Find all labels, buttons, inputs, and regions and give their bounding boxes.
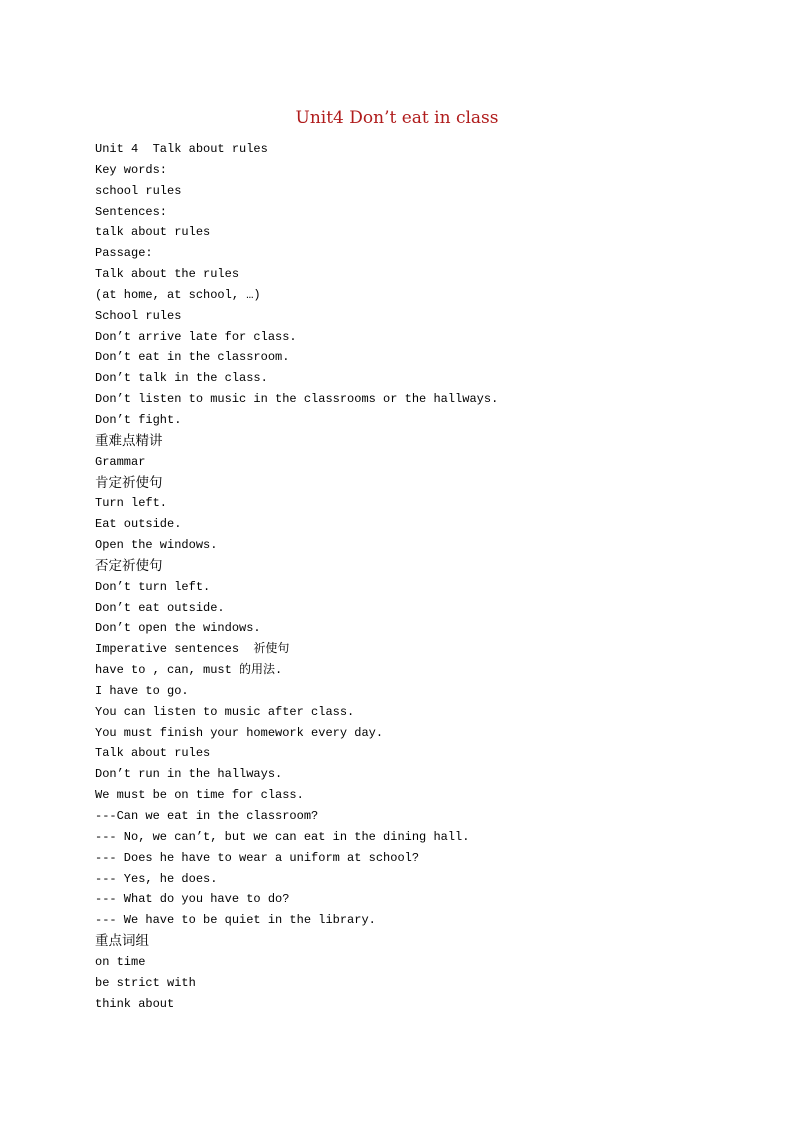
document-body [95, 139, 715, 1014]
text-line: I have to go. [95, 683, 189, 698]
text-line: Don’t listen to music in the classrooms or the hallways. [95, 392, 499, 407]
text-line: school rules [95, 183, 182, 198]
section-heading: 重点词组 [95, 933, 149, 950]
section-heading: 肯定祈使句 [95, 474, 163, 491]
text-line: Imperative sentences 祈使句 [95, 642, 290, 657]
text-line: Don’t eat in the classroom. [95, 350, 290, 365]
text-line: You must finish your homework every day. [95, 725, 384, 740]
text-line: Don’t talk in the class. [95, 371, 268, 386]
text-line: Eat outside. [95, 517, 182, 532]
text-line: Unit 4 Talk about rules [95, 142, 268, 156]
text-line: --- What do you have to do? [95, 892, 290, 907]
text-line: have to , can, must 的用法. [95, 663, 283, 678]
text-line: --- We have to be quiet in the library. [95, 913, 376, 928]
text-line: Don’t eat outside. [95, 600, 225, 615]
text-line: School rules [95, 308, 182, 323]
text-line: be strict with [95, 975, 196, 990]
text-line: Key words: [95, 162, 168, 177]
text-line: Talk about rules [95, 746, 211, 761]
section-heading: 重难点精讲 [95, 432, 163, 449]
text-line: Passage: [95, 246, 153, 261]
document-title: Unit4 Don’t eat in class [295, 108, 499, 128]
text-line: --- Yes, he does. [95, 871, 218, 886]
text-line: --- No, we can’t, but we can eat in the dining hall. [95, 829, 470, 844]
text-line: --- Does he have to wear a uniform at school? [95, 850, 420, 865]
text-line: think about [95, 996, 175, 1011]
text-line: (at home, at school, …) [95, 287, 261, 302]
text-line: We must be on time for class. [95, 788, 304, 803]
text-line: on time [95, 954, 146, 969]
text-line: Don’t turn left. [95, 579, 211, 594]
text-line: talk about rules [95, 225, 211, 240]
text-line: Don’t fight. [95, 412, 182, 427]
text-line: Grammar [95, 454, 146, 469]
text-line: Open the windows. [95, 538, 218, 553]
text-line: Don’t open the windows. [95, 621, 261, 636]
section-heading: 否定祈使句 [95, 557, 163, 574]
text-line: Don’t arrive late for class. [95, 329, 297, 344]
text-line: Talk about the rules [95, 267, 240, 282]
text-line: Don’t run in the hallways. [95, 767, 283, 782]
text-line: ---Can we eat in the classroom? [95, 809, 319, 823]
text-line: You can listen to music after class. [95, 704, 355, 719]
text-line: Turn left. [95, 496, 168, 511]
text-line: Sentences: [95, 204, 168, 219]
